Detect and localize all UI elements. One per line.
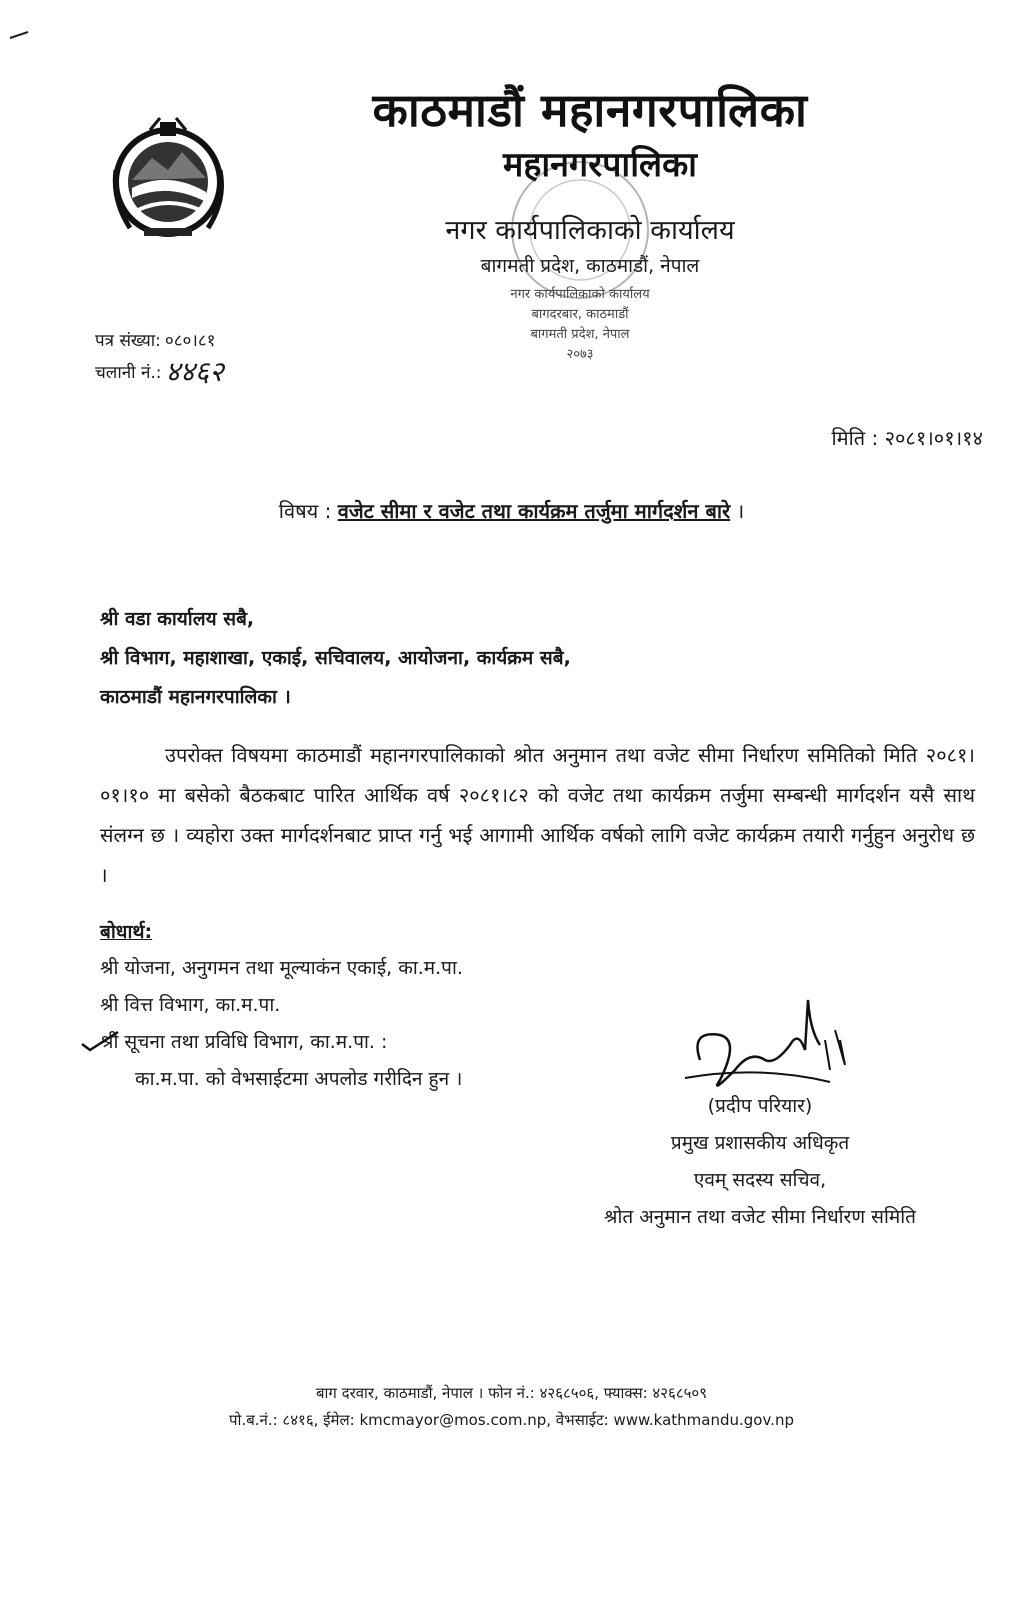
cc-item: श्री सूचना तथा प्रविधि विभाग, का.म.पा. :	[100, 1031, 388, 1053]
signatory-title: प्रमुख प्रशासकीय अधिकृत	[670, 1132, 850, 1154]
letter-number-value: ०८०।८१	[164, 330, 216, 351]
subject-end: ।	[736, 499, 745, 523]
letter-number-label: पत्र संख्या:	[95, 330, 161, 351]
footer	[0, 1380, 1023, 1434]
date-line	[831, 424, 983, 451]
seal-line-3: बागमती प्रदेश, नेपाल	[530, 327, 630, 342]
cc-item-note: का.म.पा. को वेभसाईटमा अपलोड गरीदिन हुन ।	[135, 1068, 463, 1090]
cc-item: श्री वित्त विभाग, का.म.पा.	[100, 994, 281, 1016]
checkmark-icon	[80, 1030, 120, 1052]
signatory-name: (प्रदीप परियार)	[707, 1095, 813, 1117]
footer-contact-line: पो.ब.नं.: ८४१६, ईमेल: kmcmayor@mos.com.np, वेभसाईट: www.kathmandu.gov.np	[229, 1411, 794, 1429]
recipient-line: श्री वडा कार्यालय सबै,	[100, 608, 255, 630]
recipient-line: काठमाडौं महानगरपालिका ।	[100, 686, 291, 708]
reference-block	[95, 323, 224, 387]
handwritten-signature	[680, 990, 860, 1100]
cc-list	[100, 950, 463, 1098]
signatory-role: एवम् सदस्य सचिव,	[693, 1169, 827, 1191]
subject-label: विषय :	[278, 499, 332, 523]
letterhead-stamp-text: महानगरपालिका	[502, 145, 697, 185]
body-paragraph: उपरोक्त विषयमा काठमाडौं महानगरपालिकाको श्रोत अनुमान तथा वजेट सीमा निर्धारण समितिको मिति २०८१।०१।१० मा बसेको बैठकबाट पारित आर्थिक वर्ष २०८१।८२ को वजेट तथा कार्यक्रम तर्जुमा सम्बन्धी मार्गदर्शन यसै साथ संलग्न छ । व्यहोरा उक्त मार्गदर्शनबाट प्राप्त गर्नु भई आगामी आर्थिक वर्षको लागि वजेट कार्यक्रम तयारी गर्नुहुन अनुरोध छ ।	[100, 743, 975, 887]
letterhead-office: नगर कार्यपालिकाको कार्यालय	[445, 215, 735, 246]
subject-line	[0, 497, 1023, 524]
footer-address-line: बाग दरवार, काठमाडौं, नेपाल । फोन नं.: ४२६८५०६, फ्याक्स: ४२६८५०९	[315, 1384, 708, 1402]
subject-text: वजेट सीमा र वजेट तथा कार्यक्रम तर्जुमा मार्गदर्शन बारे	[337, 499, 731, 523]
letterhead-address: बागमती प्रदेश, काठमाडौं, नेपाल	[480, 255, 700, 277]
dispatch-number-row	[95, 355, 224, 387]
cc-heading: बोधार्थ:	[100, 921, 153, 943]
recipients-block	[100, 600, 571, 717]
seal-line-4: २०७३	[566, 347, 594, 362]
dispatch-number-value: ४४६२	[165, 355, 224, 388]
cc-item: श्री योजना, अनुगमन तथा मूल्याकंन एकाई, का.म.पा.	[100, 957, 463, 979]
letterhead-title: काठमाडौं महानगरपालिका	[372, 83, 808, 137]
seal-line-2: बागदरबार, काठमाडौं	[531, 307, 629, 322]
emblem-logo	[110, 110, 230, 245]
date-label: मिति :	[831, 426, 879, 450]
seal-line-1: नगर कार्यपालिकाको कार्यालय	[510, 287, 650, 302]
scan-mark	[8, 30, 30, 40]
signatory-committee: श्रोत अनुमान तथा वजेट सीमा निर्धारण समिति	[604, 1206, 916, 1228]
signatory-block	[540, 1088, 980, 1236]
letter-number-row	[95, 323, 224, 355]
dispatch-number-label: चलानी नं.:	[95, 362, 162, 383]
date-value: २०८१।०१।१४	[884, 426, 983, 450]
recipient-line: श्री विभाग, महाशाखा, एकाई, सचिवालय, आयोजना, कार्यक्रम सबै,	[100, 647, 571, 669]
